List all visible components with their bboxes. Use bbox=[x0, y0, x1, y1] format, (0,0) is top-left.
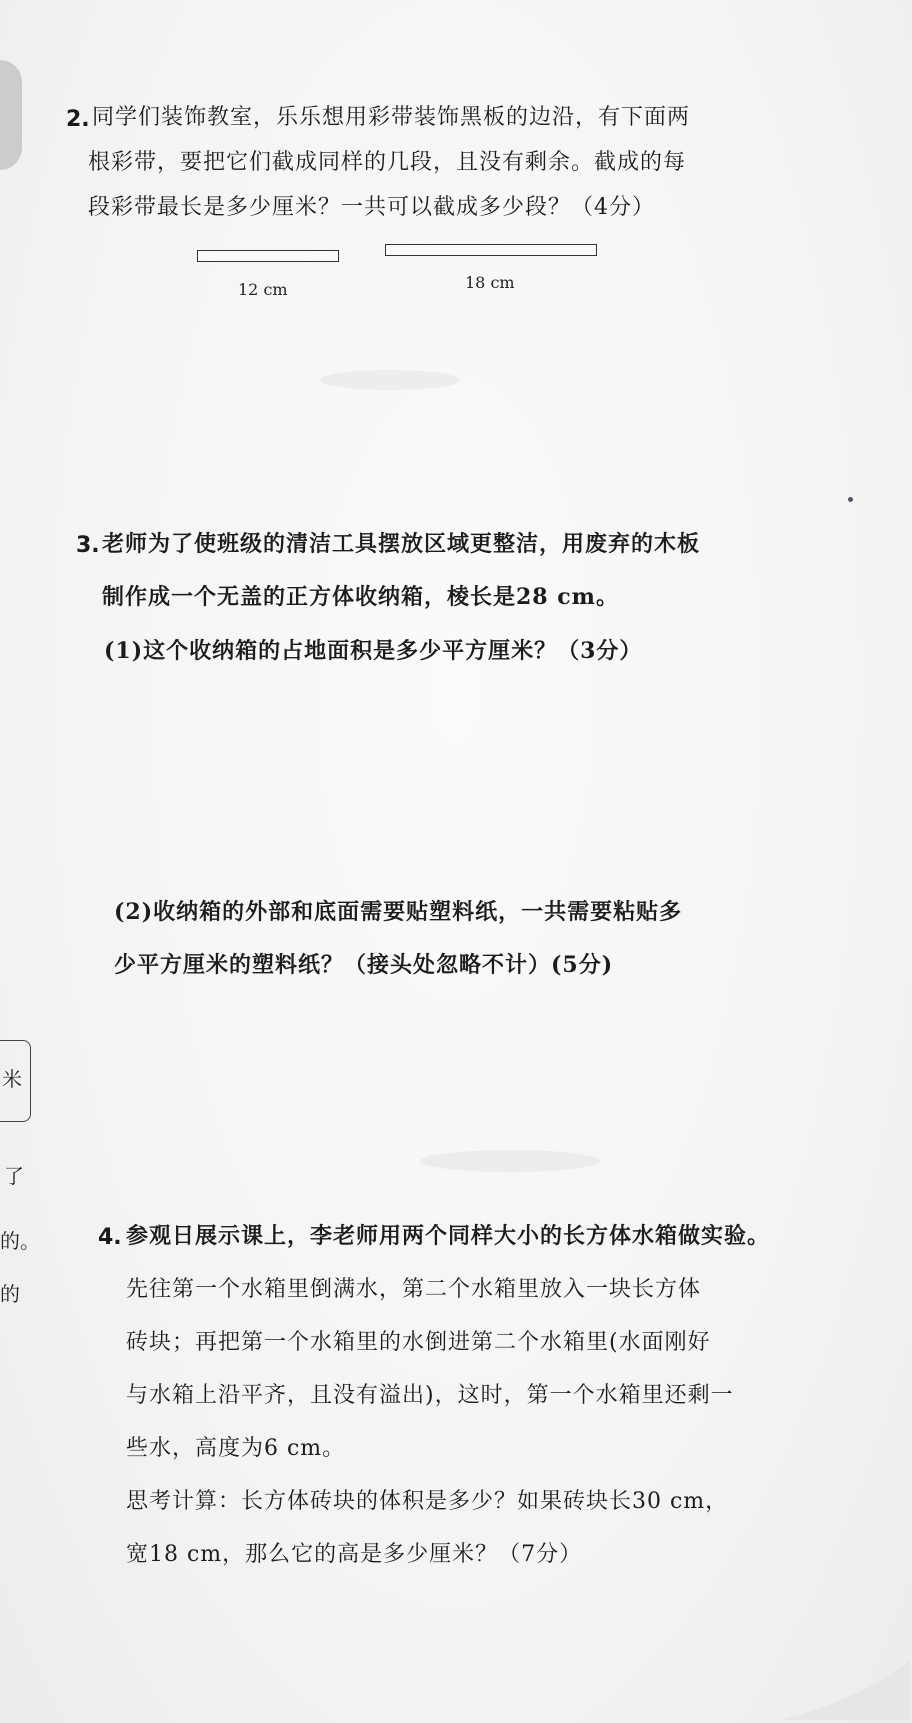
cut-off-text: 的 bbox=[0, 1282, 20, 1306]
sub-question-2-line: 少平方厘米的塑料纸？（接头处忽略不计）(5分) bbox=[114, 952, 614, 978]
question-text-line: 思考计算：长方体砖块的体积是多少？如果砖块长30 cm， bbox=[126, 1489, 729, 1514]
smudge bbox=[420, 1150, 600, 1172]
cut-off-text: 米 bbox=[2, 1067, 22, 1091]
question-text-line: 先往第一个水箱里倒满水，第二个水箱里放入一块长方体 bbox=[126, 1277, 702, 1302]
question-text-line: 段彩带最长是多少厘米？一共可以截成多少段？（4分） bbox=[88, 195, 655, 220]
ribbon-12cm bbox=[197, 250, 339, 262]
binding-shadow bbox=[0, 60, 22, 170]
question-text-line: 同学们装饰教室，乐乐想用彩带装饰黑板的边沿，有下面两 bbox=[92, 105, 691, 130]
question-text-line: 根彩带，要把它们截成同样的几段，且没有剩余。截成的每 bbox=[88, 150, 687, 175]
ribbon-label: 12 cm bbox=[238, 280, 288, 299]
page-curl bbox=[780, 1660, 910, 1720]
question-text-line: 与水箱上沿平齐，且没有溢出)，这时，第一个水箱里还剩一 bbox=[126, 1383, 734, 1408]
question-text-line: 些水，高度为6 cm。 bbox=[126, 1436, 346, 1461]
ribbon-label: 18 cm bbox=[465, 273, 515, 292]
ink-dot bbox=[848, 497, 853, 502]
question-text-line: 参观日展示课上，李老师用两个同样大小的长方体水箱做实验。 bbox=[126, 1223, 771, 1249]
question-number: 3. bbox=[76, 533, 100, 558]
ribbon-18cm bbox=[385, 244, 597, 256]
question-number: 4. bbox=[98, 1225, 122, 1250]
smudge bbox=[320, 370, 460, 390]
question-text-line: 老师为了使班级的清洁工具摆放区域更整洁，用废弃的木板 bbox=[102, 531, 701, 557]
question-text-line: 制作成一个无盖的正方体收纳箱，棱长是28 cm。 bbox=[102, 584, 619, 610]
sub-question-2-line: (2)收纳箱的外部和底面需要贴塑料纸，一共需要粘贴多 bbox=[114, 899, 683, 925]
question-text-line: 砖块；再把第一个水箱里的水倒进第二个水箱里(水面刚好 bbox=[126, 1330, 711, 1355]
cut-off-text: 了 bbox=[4, 1164, 24, 1188]
question-text-line: 宽18 cm，那么它的高是多少厘米？（7分） bbox=[126, 1542, 583, 1567]
sub-question-1: (1)这个收纳箱的占地面积是多少平方厘米？（3分） bbox=[104, 638, 643, 664]
cut-off-text: 的。 bbox=[0, 1229, 40, 1253]
question-number: 2. bbox=[66, 107, 90, 132]
